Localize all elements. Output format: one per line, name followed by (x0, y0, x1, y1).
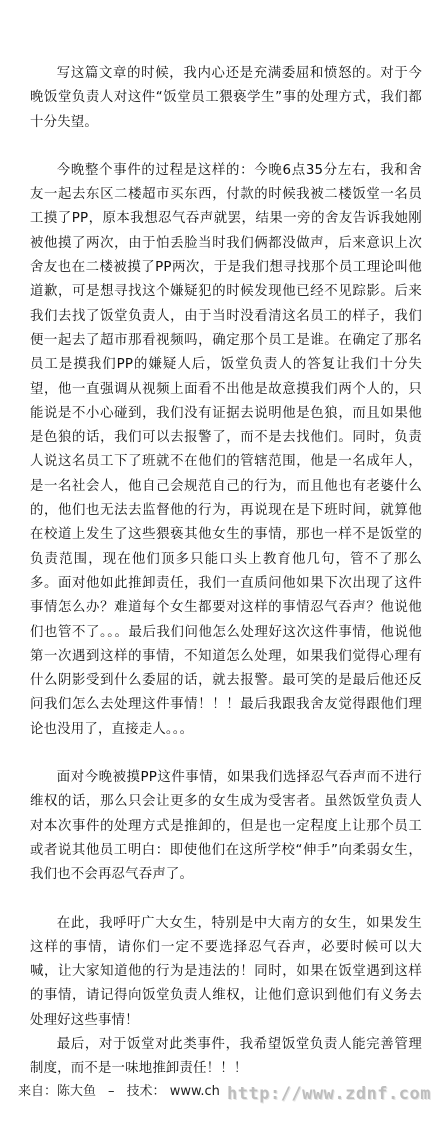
source-label: 来自： (18, 1084, 58, 1099)
site-watermark: http://www.zdnf.com (227, 1084, 431, 1104)
source-author: 陈大鱼 (57, 1084, 97, 1099)
footer-separator: – (108, 1084, 115, 1099)
article-paragraph-reflection: 面对今晚被摸PP这件事情，如果我们选择忍气吞声而不进行维权的话，那么只会让更多的女生成为受害者。虽然饭堂负责人对本次事件的处理方式是推卸的，但是也一定程度上让那个员工或者说其他员工明白：即使他们在这所学校“伸手”向柔弱女生，我们也不会再忍气吞声了。 (30, 770, 422, 883)
article-paragraph-closing: 最后，对于饭堂对此类事件，我希望饭堂负责人能完善管理制度，而不是一味地推卸责任！！！ (30, 1036, 422, 1077)
article-paragraph-incident: 今晚整个事件的过程是这样的：今晚6点35分左右，我和舍友一起去东区二楼超市买东西，付款的时候我被二楼饭堂一名员工摸了PP，原本我想忍气吞声就罢，结果一旁的舍友告诉我她刚被他摸了两次，由于怕丢脸当时我们俩都没做声，后来意识上次舍友也在二楼被摸了PP两次，于是我们想寻找那个员工理论叫他道歉，可是想寻找这个嫌疑犯的时候发现他已经不见踪影。后来我们去找了饭堂负责人，由于当时没看清这名员工的样子，我们便一起去了超市那看视频吗，确定那个员工是谁。在确定了那名员工是摸我们PP的嫌疑人后，饭堂负责人的答复让我们十分失望，他一直强调从视频上面看不出他是故意摸我们两个人的，只能说是不小心碰到，我们没有证据去说明他是色狼，而且如果他是色狼的话，我们可以去报警了，而不是去找他们。同时，负责人说这名员工下了班就不在他们的管辖范围，他是一名成年人，是一名社会人，他自己会规范自己的行为，而且他也有老婆什么的，他们也无法去监督他的行为，再说现在是下班时间，就算他在校道上发生了这些猥亵其他女生的事情，那也一样不是饭堂的负责范围，现在他们顶多只能口头上教育他几句，管不了那么多。面对他如此推卸责任，我们一直质问他如果下次出现了这件事情怎么办？难道每个女生都要对这样的事情忍气吞声？他说他们也管不了。。。最后我们问他怎么处理好这次这件事情，他说他第一次遇到这样的事情，不知道怎么处理，如果我们觉得心理有什么阴影受到什么委屈的话，就去报警。最可笑的是最后他还反问我们怎么去处理这件事情！！！最后我跟我舍友觉得跟他们理论也没用了，直接走人。。。 (30, 162, 422, 737)
paragraph-spacer (30, 888, 422, 912)
paragraph-spacer (30, 742, 422, 766)
paragraph-spacer (30, 135, 422, 159)
article-paragraph-appeal: 在此，我呼吁广大女生，特别是中大南方的女生，如果发生这样的事情，请你们一定不要选择忍气吞声，必要时候可以大喊，让大家知道他的行为是违法的！同时，如果在饭堂遇到这样的事情，请记得向饭堂负责人维权，让他们意识到他们有义务去处理好这些事情！ (30, 915, 422, 1028)
article-footer (18, 1080, 423, 1104)
article-body (30, 62, 422, 1082)
tech-label: 技术： (126, 1084, 166, 1099)
tech-link[interactable]: www.ch (169, 1084, 220, 1099)
article-paragraph-intro: 写这篇文章的时候，我内心还是充满委屈和愤怒的。对于今晚饭堂负责人对这件“饭堂员工猥亵学生”事的处理方式，我们都十分失望。 (30, 66, 422, 130)
